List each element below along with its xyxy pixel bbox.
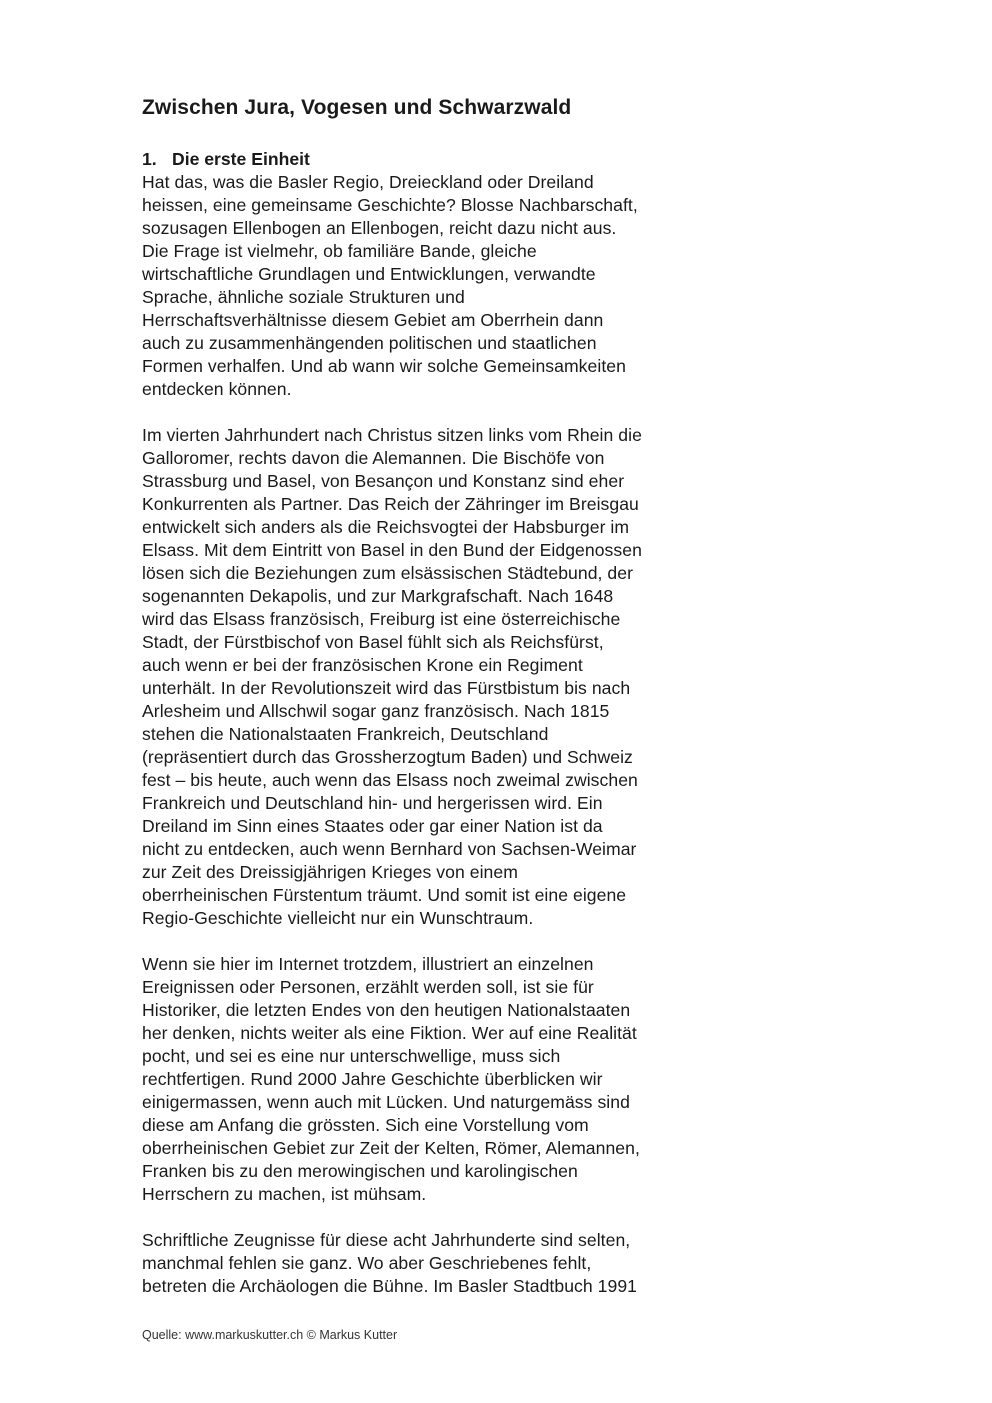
text-line: Die Frage ist vielmehr, ob familiäre Bande, gleiche [142, 241, 537, 261]
text-line: Galloromer, rechts davon die Alemannen. Die Bischöfe von [142, 448, 605, 468]
text-line: entwickelt sich anders als die Reichsvogtei der Habsburger im [142, 517, 630, 537]
text-line: Regio-Geschichte vielleicht nur ein Wunschtraum. [142, 908, 534, 928]
body-text [142, 171, 742, 1298]
text-line: Wenn sie hier im Internet trotzdem, illustriert an einzelnen [142, 954, 594, 974]
paragraph [142, 1229, 742, 1298]
text-line: pocht, und sei es eine nur unterschwellige, muss sich [142, 1046, 561, 1066]
paragraph [142, 171, 742, 401]
text-line: unterhält. In der Revolutionszeit wird das Fürstbistum bis nach [142, 678, 631, 698]
document-title: Zwischen Jura, Vogesen und Schwarzwald [142, 96, 572, 119]
text-line: einigermassen, wenn auch mit Lücken. Und naturgemäss sind [142, 1092, 630, 1112]
section-title: Die erste Einheit [172, 149, 310, 169]
text-line: Im vierten Jahrhundert nach Christus sitzen links vom Rhein die [142, 425, 642, 445]
text-line: Herrschern zu machen, ist mühsam. [142, 1184, 427, 1204]
text-line: nicht zu entdecken, auch wenn Bernhard von Sachsen-Weimar [142, 839, 637, 859]
text-line: Arlesheim und Allschwil sogar ganz französisch. Nach 1815 [142, 701, 610, 721]
text-line: Ereignissen oder Personen, erzählt werden soll, ist sie für [142, 977, 594, 997]
text-line: betreten die Archäologen die Bühne. Im Basler Stadtbuch 1991 [142, 1276, 637, 1296]
text-line: her denken, nichts weiter als eine Fiktion. Wer auf eine Realität [142, 1023, 637, 1043]
section-1 [142, 148, 742, 1298]
text-line: Hat das, was die Basler Regio, Dreieckland oder Dreiland [142, 172, 594, 192]
text-line: oberrheinischen Gebiet zur Zeit der Kelten, Römer, Alemannen, [142, 1138, 640, 1158]
text-line: sogenannten Dekapolis, und zur Markgrafschaft. Nach 1648 [142, 586, 614, 606]
text-line: manchmal fehlen sie ganz. Wo aber Geschriebenes fehlt, [142, 1253, 592, 1273]
text-line: heissen, eine gemeinsame Geschichte? Blosse Nachbarschaft, [142, 195, 638, 215]
text-line: Konkurrenten als Partner. Das Reich der Zähringer im Breisgau [142, 494, 639, 514]
text-line: Frankreich und Deutschland hin- und hergerissen wird. Ein [142, 793, 603, 813]
text-line: zur Zeit des Dreissigjährigen Krieges von einem [142, 862, 518, 882]
text-line: auch zu zusammenhängenden politischen und staatlichen [142, 333, 597, 353]
text-line: diese am Anfang die grössten. Sich eine Vorstellung vom [142, 1115, 589, 1135]
text-line: Historiker, die letzten Endes von den heutigen Nationalstaaten [142, 1000, 631, 1020]
source-footer: Quelle: www.markuskutter.ch © Markus Kutter [142, 1328, 398, 1342]
text-line: Herrschaftsverhältnisse diesem Gebiet am Oberrhein dann [142, 310, 604, 330]
text-line: stehen die Nationalstaaten Frankreich, Deutschland [142, 724, 549, 744]
text-line: lösen sich die Beziehungen zum elsässischen Städtebund, der [142, 563, 633, 583]
text-line: (repräsentiert durch das Grossherzogtum Baden) und Schweiz [142, 747, 633, 767]
text-line: entdecken können. [142, 379, 292, 399]
text-line: Franken bis zu den merowingischen und karolingischen [142, 1161, 578, 1181]
text-line: Stadt, der Fürstbischof von Basel fühlt sich als Reichsfürst, [142, 632, 604, 652]
text-line: Strassburg und Basel, von Besançon und Konstanz sind eher [142, 471, 625, 491]
text-line: sozusagen Ellenbogen an Ellenbogen, reicht dazu nicht aus. [142, 218, 617, 238]
section-heading [142, 148, 742, 171]
paragraph [142, 953, 742, 1206]
text-line: Schriftliche Zeugnisse für diese acht Jahrhunderte sind selten, [142, 1230, 631, 1250]
section-number: 1. [142, 149, 157, 169]
text-line: fest – bis heute, auch wenn das Elsass noch zweimal zwischen [142, 770, 638, 790]
text-line: Dreiland im Sinn eines Staates oder gar einer Nation ist da [142, 816, 603, 836]
text-line: Elsass. Mit dem Eintritt von Basel in den Bund der Eidgenossen [142, 540, 642, 560]
paragraph [142, 424, 742, 930]
text-line: Formen verhalfen. Und ab wann wir solche Gemeinsamkeiten [142, 356, 626, 376]
text-line: Sprache, ähnliche soziale Strukturen und [142, 287, 465, 307]
text-line: auch wenn er bei der französischen Krone ein Regiment [142, 655, 583, 675]
text-line: oberrheinischen Fürstentum träumt. Und somit ist eine eigene [142, 885, 627, 905]
text-line: wird das Elsass französisch, Freiburg ist eine österreichische [142, 609, 621, 629]
text-line: rechtfertigen. Rund 2000 Jahre Geschichte überblicken wir [142, 1069, 603, 1089]
text-line: wirtschaftliche Grundlagen und Entwicklungen, verwandte [142, 264, 596, 284]
